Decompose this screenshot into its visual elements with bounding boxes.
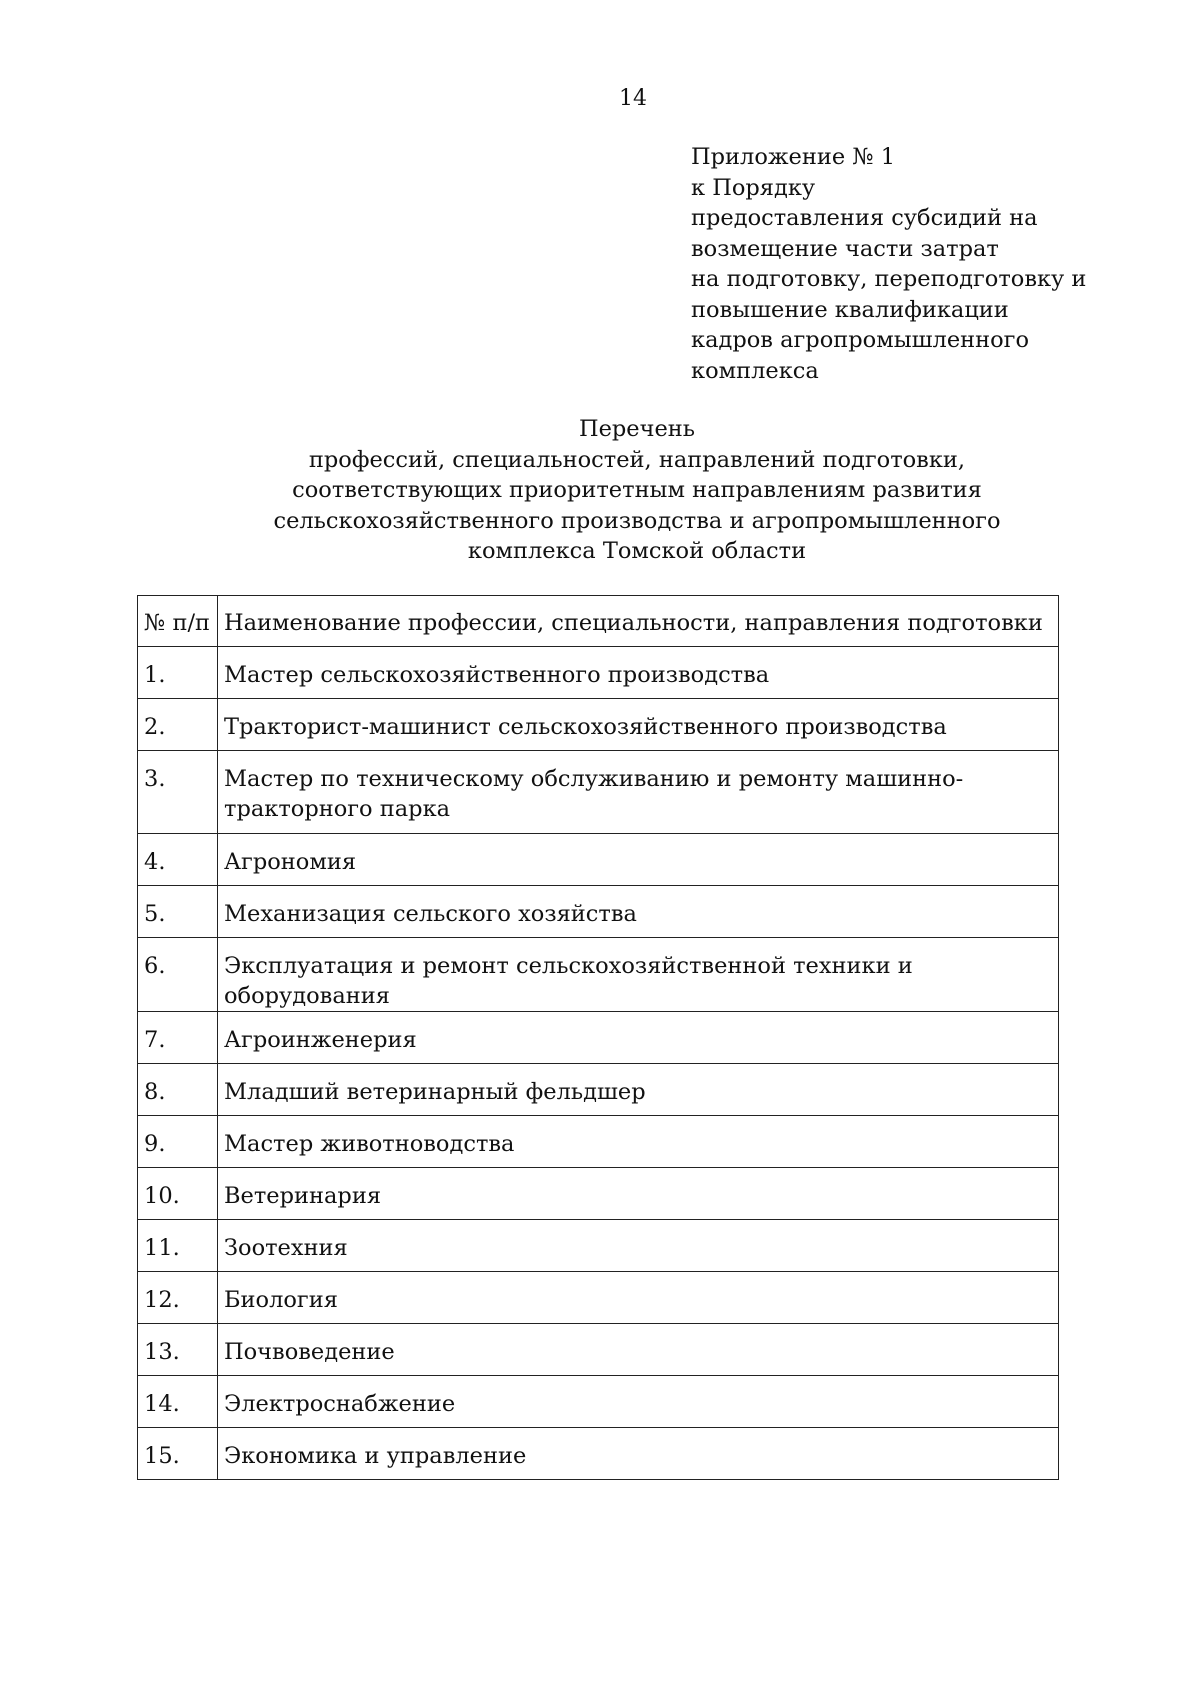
appendix-line: на подготовку, переподготовку и	[691, 266, 1087, 292]
table-row	[138, 647, 1059, 699]
appendix-line: Приложение № 1	[691, 144, 896, 170]
appendix-line: возмещение части затрат	[691, 235, 999, 262]
row-name: Ветеринария	[218, 1168, 1059, 1220]
row-name: Мастер сельскохозяйственного производства	[218, 647, 1059, 699]
table-row	[138, 886, 1059, 938]
table-row	[138, 1324, 1059, 1376]
row-number: 11.	[138, 1220, 218, 1272]
row-number: 8.	[138, 1064, 218, 1116]
row-number: 3.	[138, 751, 218, 834]
table-row	[138, 1220, 1059, 1272]
table-row	[138, 751, 1059, 834]
row-name: Эксплуатация и ремонт сельскохозяйственной техники и оборудования	[218, 938, 1059, 1012]
table-row	[138, 834, 1059, 886]
row-number: 2.	[138, 699, 218, 751]
row-name: Агрономия	[218, 834, 1059, 886]
table-row	[138, 1116, 1059, 1168]
table-row	[138, 1012, 1059, 1064]
row-number: 14.	[138, 1376, 218, 1428]
row-number: 12.	[138, 1272, 218, 1324]
row-number: 9.	[138, 1116, 218, 1168]
appendix-line: к Порядку	[691, 174, 816, 201]
appendix-line: кадров агропромышленного	[691, 327, 1030, 353]
title-heading: Перечень	[578, 416, 696, 442]
title-line: сельскохозяйственного производства и агропромышленного	[273, 507, 1001, 534]
row-name: Зоотехния	[218, 1220, 1059, 1272]
row-name-line: Мастер по техническому обслуживанию и ремонту машинно-	[224, 766, 964, 792]
page-number: 14	[619, 86, 647, 111]
table-row	[138, 1168, 1059, 1220]
row-number: 5.	[138, 886, 218, 938]
table-row	[138, 699, 1059, 751]
table-row	[138, 1376, 1059, 1428]
title-line: профессий, специальностей, направлений подготовки,	[308, 446, 966, 473]
table-row	[138, 1428, 1059, 1480]
row-number: 10.	[138, 1168, 218, 1220]
appendix-line: повышение квалификации	[691, 296, 1009, 323]
appendix-line: комплекса	[691, 357, 819, 384]
row-name: Тракторист-машинист сельскохозяйственного производства	[218, 699, 1059, 751]
row-name: Электроснабжение	[218, 1376, 1059, 1428]
row-name: Мастер животноводства	[218, 1116, 1059, 1168]
document-title	[137, 414, 1137, 567]
table-row	[138, 1064, 1059, 1116]
row-name-line: тракторного парка	[224, 796, 451, 822]
table-row	[138, 1272, 1059, 1324]
title-line: комплекса Томской области	[467, 538, 807, 564]
appendix-line: предоставления субсидий на	[691, 205, 1038, 231]
row-name: Экономика и управление	[218, 1428, 1059, 1480]
row-name: Почвоведение	[218, 1324, 1059, 1376]
row-number: 6.	[138, 938, 218, 1012]
row-name: Агроинженерия	[218, 1012, 1059, 1064]
row-number: 15.	[138, 1428, 218, 1480]
table-row	[138, 938, 1059, 1012]
column-header-number: № п/п	[138, 596, 218, 647]
row-number: 7.	[138, 1012, 218, 1064]
title-line: соответствующих приоритетным направлениям развития	[292, 477, 982, 503]
row-number: 4.	[138, 834, 218, 886]
row-name: Младший ветеринарный фельдшер	[218, 1064, 1059, 1116]
row-name	[218, 751, 1059, 834]
row-name: Биология	[218, 1272, 1059, 1324]
appendix-reference	[691, 142, 1111, 386]
table-header-row	[138, 596, 1059, 647]
row-number: 13.	[138, 1324, 218, 1376]
row-number: 1.	[138, 647, 218, 699]
row-name: Механизация сельского хозяйства	[218, 886, 1059, 938]
professions-table	[137, 595, 1059, 1480]
column-header-name: Наименование профессии, специальности, направления подготовки	[218, 596, 1059, 647]
